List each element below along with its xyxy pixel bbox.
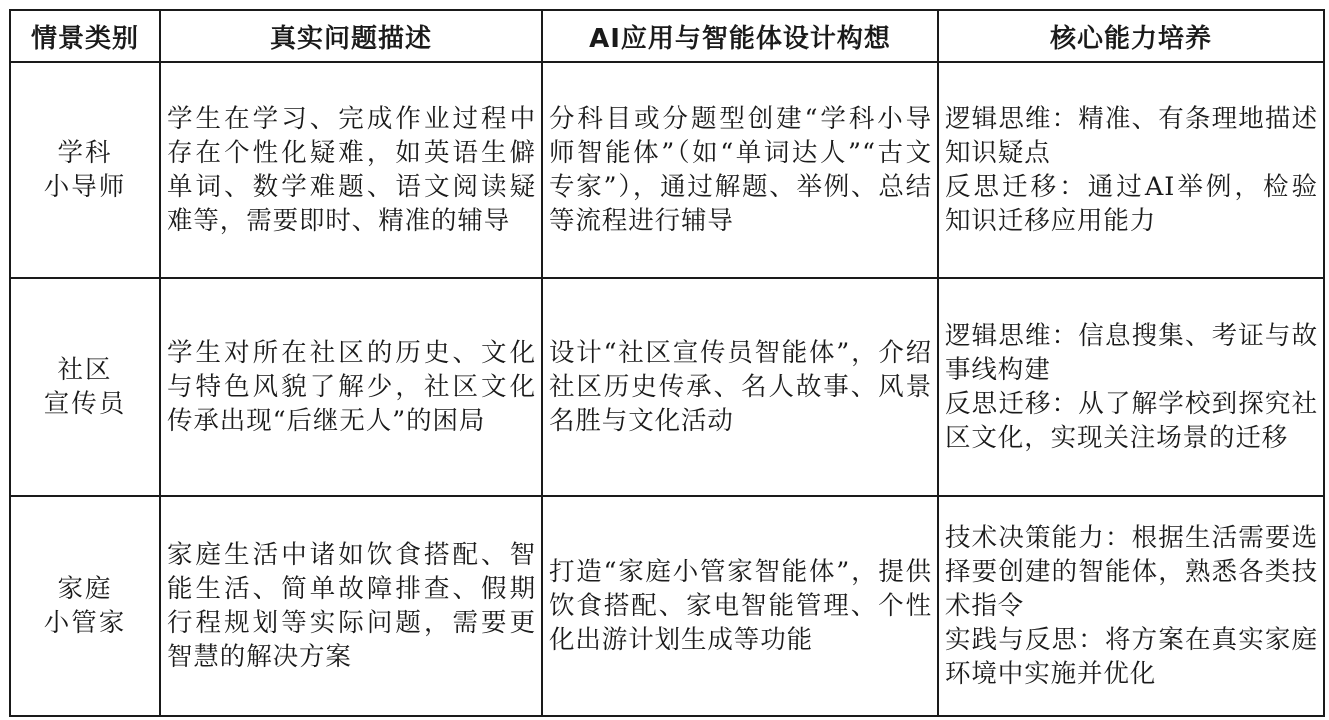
abilities-cell [938, 496, 1324, 716]
ability-item: 反思迁移：从了解学校到探究社区文化，实现关注场景的迁移 [945, 389, 1318, 453]
category-cell [10, 278, 160, 496]
header-row [10, 10, 1324, 62]
category-line: 宣传员 [43, 389, 127, 419]
category-line: 社区 [57, 355, 113, 385]
problem-cell: 学生对所在社区的历史、文化与特色风貌了解少，社区文化传承出现“后继无人”的困局 [160, 278, 542, 496]
header-design: AI应用与智能体设计构想 [542, 10, 938, 62]
problem-cell: 学生在学习、完成作业过程中存在个性化疑难，如英语生僻单词、数学难题、语文阅读疑难等，需要即时、精准的辅导 [160, 62, 542, 278]
category-line: 小管家 [43, 608, 127, 638]
ability-item: 逻辑思维：精准、有条理地描述知识疑点 [945, 104, 1318, 168]
table-row [10, 62, 1324, 278]
problem-cell: 家庭生活中诸如饮食搭配、智能生活、简单故障排查、假期行程规划等实际问题，需要更智慧的解决方案 [160, 496, 542, 716]
scenario-table [9, 9, 1325, 717]
ability-item: 逻辑思维：信息搜集、考证与故事线构建 [945, 321, 1318, 385]
category-cell [10, 496, 160, 716]
header-abilities: 核心能力培养 [938, 10, 1324, 62]
category-line: 家庭 [57, 574, 113, 604]
header-problem: 真实问题描述 [160, 10, 542, 62]
header-category: 情景类别 [10, 10, 160, 62]
design-cell: 分科目或分题型创建“学科小导师智能体”（如“单词达人”“古文专家”），通过解题、举例、总结等流程进行辅导 [542, 62, 938, 278]
table-row [10, 496, 1324, 716]
category-line: 小导师 [43, 172, 127, 202]
ability-item: 反思迁移：通过AI举例，检验知识迁移应用能力 [945, 172, 1318, 236]
design-cell: 设计“社区宣传员智能体”，介绍社区历史传承、名人故事、风景名胜与文化活动 [542, 278, 938, 496]
ability-item: 技术决策能力：根据生活需要选择要创建的智能体，熟悉各类技术指令 [945, 523, 1318, 621]
design-cell: 打造“家庭小管家智能体”，提供饮食搭配、家电智能管理、个性化出游计划生成等功能 [542, 496, 938, 716]
table-row [10, 278, 1324, 496]
ability-item: 实践与反思：将方案在真实家庭环境中实施并优化 [945, 625, 1318, 689]
category-line: 学科 [57, 138, 113, 168]
abilities-cell [938, 278, 1324, 496]
abilities-cell [938, 62, 1324, 278]
category-cell [10, 62, 160, 278]
